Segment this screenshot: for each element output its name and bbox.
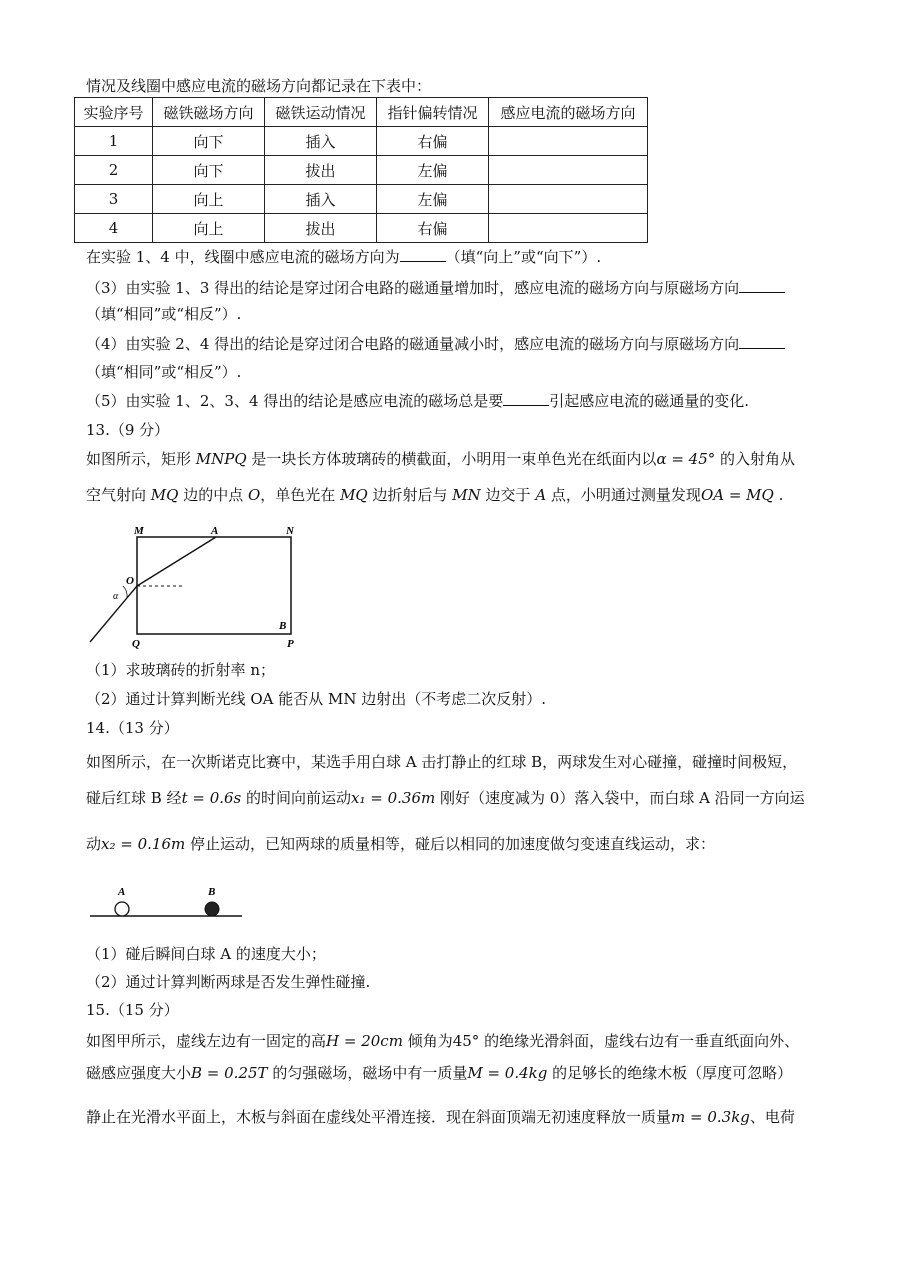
experiment-table: [74, 97, 648, 243]
q13-symbol: MQ: [340, 486, 368, 504]
q15-text: 如图甲所示，虚线左边有一固定的高: [86, 1032, 327, 1050]
q14-para-2: [86, 788, 805, 808]
q15-formula: 45°: [452, 1032, 480, 1050]
table-header: 实验序号: [75, 98, 153, 127]
label-m: M: [134, 525, 144, 537]
table-cell: 3: [75, 185, 153, 214]
table-row: [75, 185, 648, 214]
answer-blank: [503, 391, 549, 406]
q14-sub-2: （2）通过计算判断两球是否发生弹性碰撞.: [86, 973, 371, 991]
label-o: O: [126, 575, 134, 587]
q12-text: （5）由实验 1、2、3、4 得出的结论是感应电流的磁场总是要: [86, 392, 504, 410]
q13-formula: α = 45°: [656, 450, 716, 468]
q15-text: 、电荷: [749, 1108, 795, 1126]
q14-formula: x₁ = 0.36m: [351, 789, 436, 807]
q15-para-2: [86, 1063, 792, 1083]
table-cell: 向下: [153, 127, 265, 156]
q12-line-4: [86, 334, 785, 354]
q13-sub-1: （1）求玻璃砖的折射率 n；: [86, 661, 275, 679]
glass-brick-rectangle: [137, 537, 291, 634]
q14-sub-1: （1）碰后瞬间白球 A 的速度大小；: [86, 945, 326, 963]
q13-text: 的入射角从: [715, 450, 796, 468]
q12-line-3: [86, 278, 785, 298]
table-cell: 左偏: [377, 156, 489, 185]
label-ball-a: A: [118, 886, 126, 898]
label-q: Q: [132, 638, 140, 650]
glass-brick-figure: [80, 520, 310, 650]
q13-text: 边折射后与: [367, 486, 453, 504]
q14-para-1: 如图所示，在一次斯诺克比赛中，某选手用白球 A 击打静止的红球 B，两球发生对心碰撞，碰撞时间极短，: [86, 753, 798, 771]
q14-text: 的时间向前运动: [241, 789, 352, 807]
q14-text: 停止运动，已知两球的质量相等，碰后以相同的加速度做匀变速直线运动，求：: [185, 835, 715, 853]
q13-formula: OA = MQ: [700, 486, 774, 504]
q14-text: 刚好（速度减为 0）落入袋中，而白球 A 沿同一方向运: [435, 789, 805, 807]
label-n: N: [286, 525, 294, 537]
table-cell: 右偏: [377, 127, 489, 156]
answer-blank: [739, 278, 785, 293]
intro-line: 情况及线圈中感应电流的磁场方向都记录在下表中：: [86, 77, 432, 95]
q15-heading: 15.（15 分）: [86, 1001, 179, 1019]
q15-text: 静止在光滑水平面上，木板与斜面在虚线处平滑连接．现在斜面顶端无初速度释放一质量: [86, 1108, 672, 1126]
q13-symbol: MN: [452, 486, 481, 504]
q13-text: 如图所示，矩形: [86, 450, 196, 468]
q13-symbol: A: [535, 486, 547, 504]
q12-text: （3）由实验 1、3 得出的结论是穿过闭合电路的磁通量增加时，感应电流的磁场方向与原磁场方向: [86, 279, 740, 297]
table-cell: 向下: [153, 156, 265, 185]
q15-para-3: [86, 1107, 795, 1127]
table-cell: 向上: [153, 214, 265, 243]
red-ball-b: [205, 902, 219, 916]
q12-line-5: [86, 391, 749, 411]
q13-text: 空气射向: [86, 486, 151, 504]
billiard-figure: [88, 880, 248, 922]
q12-text: 引起感应电流的磁通量的变化.: [549, 392, 750, 410]
table-cell: 右偏: [377, 214, 489, 243]
q13-symbol: MNPQ: [195, 450, 247, 468]
table-header: 磁铁磁场方向: [153, 98, 265, 127]
q14-formula: x₂ = 0.16m: [101, 835, 186, 853]
table-cell: [489, 185, 648, 214]
q12-text: 在实验 1、4 中，线圈中感应电流的磁场方向为: [86, 248, 400, 266]
q14-para-3: [86, 834, 715, 854]
table-cell: 向上: [153, 185, 265, 214]
answer-blank: [739, 334, 785, 349]
table-row: [75, 127, 648, 156]
q15-text: 磁感应强度大小: [86, 1064, 192, 1082]
q14-text: 碰后红球 B 经: [86, 789, 182, 807]
q15-formula: H = 20cm: [326, 1032, 403, 1050]
q13-symbol: MQ: [150, 486, 179, 504]
q14-text: 动: [86, 835, 102, 853]
table-row: [75, 214, 648, 243]
q12-line-1: [86, 247, 601, 267]
q15-text: 的足够长的绝缘木板（厚度可忽略）: [547, 1064, 793, 1082]
q15-formula: M = 0.4kg: [467, 1064, 548, 1082]
table-cell: 插入: [265, 185, 377, 214]
q12-text: （4）由实验 2、4 得出的结论是穿过闭合电路的磁通量减小时，感应电流的磁场方向与原磁场方向: [86, 335, 740, 353]
q13-heading: 13.（9 分）: [86, 421, 170, 439]
table-cell: 拔出: [265, 214, 377, 243]
q15-formula: m = 0.3kg: [671, 1108, 750, 1126]
q13-para-2: [86, 485, 783, 505]
q15-formula: B = 0.25T: [191, 1064, 268, 1082]
q13-text: .: [773, 486, 784, 504]
q13-text: 边交于: [480, 486, 536, 504]
q15-para-1: [86, 1031, 799, 1051]
table-header: 指针偏转情况: [377, 98, 489, 127]
q13-sub-2: （2）通过计算判断光线 OA 能否从 MN 边射出（不考虑二次反射）.: [86, 690, 547, 708]
label-a: A: [211, 525, 219, 537]
table-cell: 4: [75, 214, 153, 243]
table-cell: 左偏: [377, 185, 489, 214]
table-cell: 插入: [265, 127, 377, 156]
q13-para-1: [86, 449, 795, 469]
label-b: B: [279, 620, 287, 632]
refracted-ray: [137, 537, 216, 586]
q14-formula: t = 0.6s: [181, 789, 242, 807]
table-cell: 2: [75, 156, 153, 185]
table-cell: [489, 127, 648, 156]
q15-text: 的绝缘光滑斜面，虚线右边有一垂直纸面向外、: [479, 1032, 800, 1050]
q15-text: 倾角为: [402, 1032, 453, 1050]
table-cell: [489, 214, 648, 243]
table-cell: 拔出: [265, 156, 377, 185]
table-row: [75, 156, 648, 185]
q15-text: 的匀强磁场，磁场中有一质量: [267, 1064, 468, 1082]
q13-text: ，单色光在: [260, 486, 341, 504]
q13-text: 边的中点: [178, 486, 248, 504]
white-ball-a: [115, 902, 129, 916]
q13-text: 点，小明通过测量发现: [546, 486, 701, 504]
q12-text: （填“向上”或“向下”）.: [445, 248, 602, 266]
label-alpha: α: [113, 591, 119, 602]
table-header: 磁铁运动情况: [265, 98, 377, 127]
q12-line-4b: （填“相同”或“相反”）.: [86, 363, 242, 381]
answer-blank: [400, 247, 446, 262]
q14-heading: 14.（13 分）: [86, 719, 179, 737]
q12-line-3b: （填“相同”或“相反”）.: [86, 305, 242, 323]
table-cell: [489, 156, 648, 185]
angle-arc: [123, 586, 127, 597]
q13-symbol: O: [247, 486, 261, 504]
q13-text: 是一块长方体玻璃砖的横截面，小明用一束单色光在纸面内以: [246, 450, 657, 468]
table-cell: 1: [75, 127, 153, 156]
table-header-row: [75, 98, 648, 127]
label-ball-b: B: [208, 886, 216, 898]
label-p: P: [287, 638, 294, 650]
table-header: 感应电流的磁场方向: [489, 98, 648, 127]
